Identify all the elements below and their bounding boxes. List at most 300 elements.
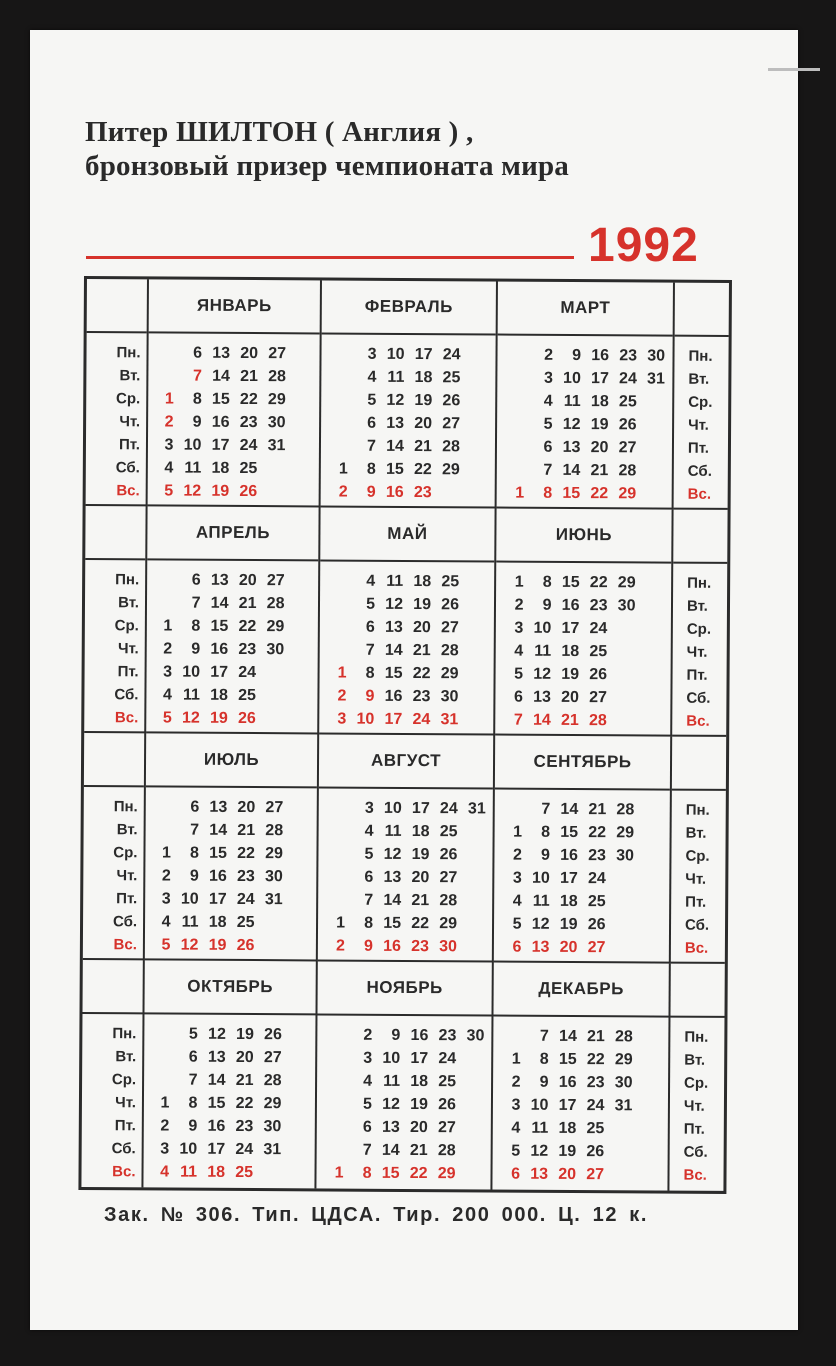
day-number: 28 xyxy=(439,891,458,909)
week-row xyxy=(497,436,672,460)
day-number: 27 xyxy=(587,938,606,956)
week-row xyxy=(493,1117,668,1141)
week-row xyxy=(495,821,670,845)
week-row xyxy=(318,934,492,958)
day-number: 31 xyxy=(267,436,286,454)
day-number: 4 xyxy=(366,572,376,590)
day-number: 10 xyxy=(180,890,199,908)
day-number: 8 xyxy=(191,617,201,635)
weekday-label: Вт. xyxy=(115,1048,137,1066)
weekday-label: Чт. xyxy=(115,1094,137,1112)
week-row xyxy=(494,844,669,868)
day-number: 16 xyxy=(410,1026,429,1044)
week-row xyxy=(319,819,493,843)
day-number: 3 xyxy=(337,710,347,728)
day-number: 29 xyxy=(617,573,636,591)
weekday-label: Пн. xyxy=(113,798,138,816)
day-number: 16 xyxy=(211,413,230,431)
day-number: 14 xyxy=(209,821,228,839)
day-number: 23 xyxy=(619,346,638,364)
weekday-header-blank xyxy=(670,964,724,1018)
day-number: 23 xyxy=(235,1117,254,1135)
day-number: 12 xyxy=(562,415,581,433)
week-row xyxy=(148,364,319,388)
day-number: 7 xyxy=(365,641,375,659)
day-number: 26 xyxy=(586,1142,605,1160)
day-number: 19 xyxy=(413,595,432,613)
day-number: 11 xyxy=(184,459,202,477)
weekday-label: Чт. xyxy=(686,643,708,661)
week-row xyxy=(147,637,318,661)
week-row xyxy=(494,867,669,891)
day-number: 22 xyxy=(413,460,432,478)
heading-line-1: Питер ШИЛТОН ( Англия ) , xyxy=(85,116,474,148)
day-number: 23 xyxy=(413,483,432,501)
day-number: 7 xyxy=(541,800,551,818)
weekday-label: Пт. xyxy=(114,1117,136,1135)
week-row xyxy=(497,482,672,506)
day-number: 7 xyxy=(539,1027,549,1045)
day-number: 28 xyxy=(442,437,461,455)
day-number: 12 xyxy=(530,1142,549,1160)
month-name: ИЮНЬ xyxy=(555,524,613,545)
day-number: 6 xyxy=(365,618,375,636)
day-number: 2 xyxy=(514,596,524,614)
day-number: 28 xyxy=(616,800,635,818)
day-number: 18 xyxy=(590,392,609,410)
day-number: 27 xyxy=(437,1118,456,1136)
day-number: 26 xyxy=(589,665,608,683)
week-row xyxy=(320,638,494,662)
day-number: 1 xyxy=(515,484,525,502)
week-row xyxy=(148,341,319,365)
month-header xyxy=(317,961,491,1016)
day-number: 27 xyxy=(442,414,461,432)
week-row xyxy=(494,913,669,937)
day-number: 11 xyxy=(384,822,402,840)
day-number: 5 xyxy=(366,595,376,613)
day-number: 16 xyxy=(558,1073,577,1091)
day-number: 2 xyxy=(511,1073,521,1091)
weekday-column-left xyxy=(81,960,144,1187)
day-number: 24 xyxy=(619,369,637,387)
day-number: 25 xyxy=(442,368,461,386)
day-number: 15 xyxy=(383,914,402,932)
day-number: 10 xyxy=(356,710,375,728)
day-number: 11 xyxy=(181,913,199,931)
day-number: 5 xyxy=(511,1142,521,1160)
week-row xyxy=(321,388,495,412)
week-row xyxy=(145,910,316,934)
week-row xyxy=(497,390,672,414)
day-number: 16 xyxy=(385,483,404,501)
week-row xyxy=(146,683,317,707)
day-number: 18 xyxy=(411,822,430,840)
week-row xyxy=(317,1115,491,1139)
day-number: 19 xyxy=(410,1095,428,1113)
day-number: 30 xyxy=(440,687,459,705)
week-row xyxy=(494,936,669,960)
week-row xyxy=(321,480,495,504)
day-number: 14 xyxy=(560,800,579,818)
day-number: 2 xyxy=(363,1026,373,1044)
week-row xyxy=(496,594,671,618)
day-number: 23 xyxy=(438,1026,457,1044)
weekday-label: Сб. xyxy=(683,1143,708,1161)
day-number: 16 xyxy=(384,687,403,705)
week-row xyxy=(319,684,493,708)
week-row xyxy=(318,911,492,935)
month-block xyxy=(321,280,498,508)
day-number: 15 xyxy=(560,823,579,841)
day-number: 24 xyxy=(442,345,461,363)
month-block xyxy=(497,282,675,510)
day-number: 15 xyxy=(562,484,581,502)
day-number: 31 xyxy=(467,799,486,817)
weekday-column-left xyxy=(86,279,149,506)
week-row xyxy=(144,1022,315,1046)
day-number: 11 xyxy=(534,642,552,660)
weekday-label: Ср. xyxy=(111,1071,137,1089)
day-number: 24 xyxy=(439,799,458,817)
week-row xyxy=(321,434,495,458)
weekday-label: Пн. xyxy=(685,801,710,819)
weekday-label: Вт. xyxy=(688,370,710,388)
week-row xyxy=(147,660,318,684)
card-heading xyxy=(85,115,765,183)
week-row xyxy=(497,344,672,368)
day-number: 8 xyxy=(542,573,552,591)
day-number: 21 xyxy=(409,1141,428,1159)
day-number: 24 xyxy=(239,436,258,454)
weekday-label: Вс. xyxy=(116,482,140,500)
day-number: 16 xyxy=(591,346,610,364)
day-number: 13 xyxy=(562,438,581,456)
day-number: 3 xyxy=(164,435,174,454)
day-number: 19 xyxy=(208,936,227,954)
day-number: 10 xyxy=(182,663,201,681)
day-number: 20 xyxy=(558,1165,577,1183)
day-number: 20 xyxy=(590,438,609,456)
week-row xyxy=(144,1068,315,1092)
week-row xyxy=(320,661,494,685)
day-number: 8 xyxy=(541,823,551,841)
day-number: 29 xyxy=(616,823,635,841)
week-row xyxy=(493,1071,668,1095)
week-row xyxy=(144,1137,315,1161)
day-number: 26 xyxy=(618,415,637,433)
weekday-label: Вс. xyxy=(684,939,709,957)
week-row xyxy=(496,617,671,641)
month-header xyxy=(498,282,673,337)
day-number: 10 xyxy=(533,619,552,637)
day-number: 14 xyxy=(210,594,229,612)
day-number: 2 xyxy=(338,483,348,501)
week-row xyxy=(318,865,492,889)
day-number: 15 xyxy=(561,573,580,591)
day-number: 7 xyxy=(513,711,523,729)
day-number: 4 xyxy=(364,822,374,840)
weekday-header-blank xyxy=(672,737,726,791)
day-number: 6 xyxy=(190,798,200,816)
day-number: 17 xyxy=(559,869,578,887)
weekday-list xyxy=(674,337,729,508)
day-number: 19 xyxy=(590,415,609,433)
week-row xyxy=(317,1092,491,1116)
day-number: 22 xyxy=(239,390,258,408)
day-number: 29 xyxy=(263,1094,282,1112)
day-number: 28 xyxy=(265,821,284,839)
weekday-column-left xyxy=(83,733,146,960)
day-number: 4 xyxy=(367,368,377,386)
day-number: 6 xyxy=(362,1118,372,1136)
day-number: 28 xyxy=(615,1027,633,1045)
day-number: 21 xyxy=(235,1071,254,1089)
weekday-header-blank xyxy=(675,283,729,337)
week-row xyxy=(494,890,669,914)
month-header xyxy=(144,960,315,1015)
day-number: 17 xyxy=(561,619,580,637)
week-row xyxy=(492,1163,667,1187)
day-number: 4 xyxy=(164,458,174,477)
day-number: 28 xyxy=(266,594,285,612)
day-number: 25 xyxy=(235,1163,254,1181)
weekday-label: Чт. xyxy=(116,867,138,885)
weekday-column-left xyxy=(84,506,147,733)
day-number: 8 xyxy=(366,460,376,478)
day-number: 17 xyxy=(411,799,430,817)
day-number: 15 xyxy=(384,664,403,682)
day-number: 3 xyxy=(160,1139,170,1158)
day-number: 28 xyxy=(440,641,459,659)
day-number: 8 xyxy=(362,1164,372,1182)
day-number: 21 xyxy=(412,641,431,659)
day-number: 28 xyxy=(268,367,286,385)
day-number: 24 xyxy=(412,710,431,728)
weekday-label: Ср. xyxy=(113,844,138,862)
day-number: 10 xyxy=(530,1096,549,1114)
day-number: 28 xyxy=(618,461,637,479)
day-number: 23 xyxy=(586,1073,605,1091)
day-number: 23 xyxy=(588,846,607,864)
day-number: 25 xyxy=(239,459,258,477)
month-block xyxy=(143,960,317,1188)
week-row xyxy=(320,592,494,616)
day-number: 22 xyxy=(409,1164,428,1182)
day-number: 19 xyxy=(559,915,578,933)
day-number: 4 xyxy=(162,685,172,704)
day-number: 21 xyxy=(240,367,258,385)
day-number: 16 xyxy=(560,846,579,864)
weekday-label: Пт. xyxy=(118,436,141,454)
day-number: 26 xyxy=(438,1095,456,1113)
day-number: 12 xyxy=(383,845,402,863)
day-number: 2 xyxy=(161,866,171,885)
day-number: 21 xyxy=(414,437,433,455)
day-number: 23 xyxy=(411,937,429,955)
day-number: 28 xyxy=(588,711,607,729)
day-number: 16 xyxy=(208,867,227,885)
day-number: 20 xyxy=(559,938,578,956)
day-number: 13 xyxy=(210,571,229,589)
day-number: 22 xyxy=(590,484,609,502)
year-label: 1992 xyxy=(588,219,699,272)
day-number: 7 xyxy=(191,594,201,612)
day-number: 9 xyxy=(366,483,376,501)
day-number: 17 xyxy=(558,1096,577,1114)
day-number: 3 xyxy=(512,869,522,887)
month-header xyxy=(319,734,493,789)
day-number: 17 xyxy=(591,369,609,387)
week-row xyxy=(144,1091,315,1115)
day-number: 19 xyxy=(561,665,580,683)
week-row xyxy=(143,1160,314,1184)
day-number: 30 xyxy=(264,867,283,885)
day-number: 15 xyxy=(211,390,230,408)
day-number: 22 xyxy=(411,914,430,932)
weekday-label: Сб. xyxy=(115,459,140,477)
week-row xyxy=(496,640,671,664)
day-number: 10 xyxy=(531,869,550,887)
week-row xyxy=(497,367,672,391)
month-days xyxy=(492,1017,668,1191)
day-number: 1 xyxy=(514,573,524,591)
print-info-footer: Зак. № 306. Тип. ЦДСА. Тир. 200 000. Ц. 12 к. xyxy=(104,1204,648,1226)
day-number: 2 xyxy=(513,846,523,864)
day-number: 25 xyxy=(441,572,460,590)
day-number: 30 xyxy=(266,640,285,658)
day-number: 11 xyxy=(387,368,405,386)
month-name: СЕНТЯБРЬ xyxy=(533,751,632,772)
day-number: 15 xyxy=(558,1050,577,1068)
day-number: 27 xyxy=(589,688,607,706)
day-number: 18 xyxy=(561,642,580,660)
week-row xyxy=(144,1114,315,1138)
day-number: 27 xyxy=(265,798,284,816)
day-number: 12 xyxy=(385,595,404,613)
day-number: 27 xyxy=(263,1048,282,1066)
weekday-label: Ср. xyxy=(116,390,141,408)
day-number: 11 xyxy=(563,392,581,410)
day-number: 5 xyxy=(162,708,172,727)
day-number: 13 xyxy=(386,414,405,432)
day-number: 7 xyxy=(192,367,202,385)
week-row xyxy=(321,365,495,389)
weekday-label: Вт. xyxy=(118,594,140,612)
month-days xyxy=(319,561,494,733)
week-row xyxy=(144,1045,315,1069)
weekday-label: Ср. xyxy=(685,847,710,865)
day-number: 9 xyxy=(363,937,373,955)
week-row xyxy=(148,433,319,457)
week-row xyxy=(320,615,494,639)
day-number: 22 xyxy=(412,664,431,682)
week-row xyxy=(495,798,670,822)
day-number: 16 xyxy=(383,937,401,955)
day-number: 8 xyxy=(192,390,202,408)
month-block xyxy=(319,507,496,735)
day-number: 14 xyxy=(383,891,402,909)
day-number: 19 xyxy=(414,391,433,409)
weekday-label: Пн. xyxy=(112,1025,137,1043)
month-header xyxy=(149,279,320,334)
day-number: 13 xyxy=(530,1165,549,1183)
week-row xyxy=(148,456,319,480)
day-number: 1 xyxy=(336,914,346,932)
month-days xyxy=(145,787,317,959)
weekday-label: Сб. xyxy=(684,916,710,934)
month-header xyxy=(495,736,670,791)
week-row xyxy=(145,841,316,865)
day-number: 14 xyxy=(386,437,405,455)
day-number: 7 xyxy=(543,461,553,479)
day-number: 15 xyxy=(385,460,404,478)
day-number: 3 xyxy=(367,345,377,363)
day-number: 18 xyxy=(413,572,432,590)
day-number: 29 xyxy=(618,484,637,502)
day-number: 5 xyxy=(512,915,522,933)
weekday-label: Вт. xyxy=(685,824,707,842)
day-number: 4 xyxy=(512,892,522,910)
day-number: 14 xyxy=(212,367,230,385)
day-number: 11 xyxy=(383,1072,401,1090)
day-number: 12 xyxy=(181,709,200,727)
day-number: 3 xyxy=(163,662,173,681)
weekday-label: Чт. xyxy=(688,416,709,434)
day-number: 31 xyxy=(440,710,459,728)
day-number: 22 xyxy=(238,617,257,635)
day-number: 15 xyxy=(207,1094,226,1112)
day-number: 30 xyxy=(614,1073,633,1091)
weekday-label: Пт. xyxy=(686,666,708,684)
weekday-label: Вс. xyxy=(683,1166,707,1184)
day-number: 24 xyxy=(238,663,257,681)
day-number: 6 xyxy=(512,938,522,956)
day-number: 6 xyxy=(511,1165,521,1183)
day-number: 16 xyxy=(561,596,580,614)
weekday-list xyxy=(81,1014,142,1187)
day-number: 20 xyxy=(238,571,257,589)
day-number: 25 xyxy=(439,822,458,840)
day-number: 13 xyxy=(207,1048,226,1066)
day-number: 18 xyxy=(559,892,578,910)
day-number: 11 xyxy=(531,1119,549,1137)
month-days xyxy=(146,560,318,732)
day-number: 26 xyxy=(587,915,606,933)
day-number: 18 xyxy=(410,1072,429,1090)
month-days xyxy=(494,790,670,962)
day-number: 9 xyxy=(189,867,199,885)
month-days xyxy=(321,334,496,506)
day-number: 27 xyxy=(586,1165,605,1183)
week-row xyxy=(493,1048,668,1072)
weekday-label: Вс. xyxy=(687,485,712,503)
month-block xyxy=(148,279,322,507)
weekday-label: Сб. xyxy=(111,1140,136,1158)
day-number: 9 xyxy=(192,413,202,431)
day-number: 13 xyxy=(209,798,228,816)
week-row xyxy=(493,1140,668,1164)
weekday-label: Сб. xyxy=(112,913,138,931)
day-number: 18 xyxy=(210,686,228,704)
day-number: 17 xyxy=(384,710,403,728)
day-number: 10 xyxy=(386,345,405,363)
day-number: 12 xyxy=(533,665,552,683)
weekday-label: Пт. xyxy=(683,1120,705,1138)
day-number: 25 xyxy=(586,1119,605,1137)
day-number: 3 xyxy=(363,1049,373,1067)
month-header xyxy=(322,280,496,335)
